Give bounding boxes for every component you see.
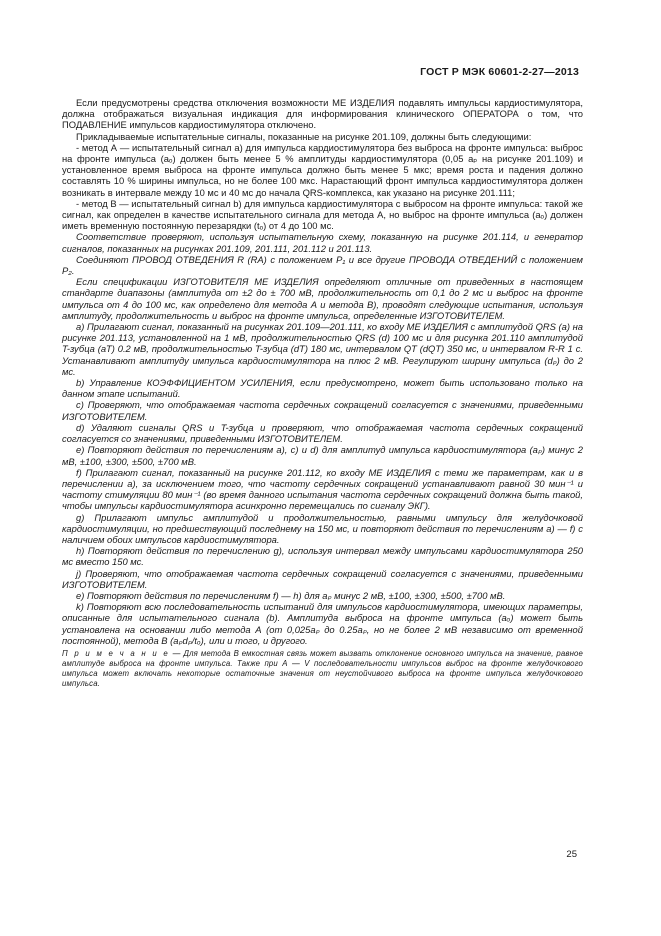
list-item: d) Удаляют сигналы QRS и T-зубца и проверяют, что отображаемая частота сердечных сокращений согласуется со значениями, приведенными ИЗГОТОВИТЕЛЕМ. (62, 421, 583, 445)
list-item: e) Повторяют действия по перечислениям f) — h) для aₚ минус 2 мВ, ±100, ±300, ±500, ±700 мВ. (76, 589, 506, 601)
document-header: ГОСТ Р МЭК 60601-2-27—2013 (420, 66, 579, 78)
note (62, 649, 583, 689)
list-item: g) Прилагают импульс амплитудой и продолжительностью, равными импульсу для желудочковой кардиостимуляции, но предшествующий последнему на 150 мс, и повторяют действия по перечислениям а) — f) с наличием обоих импульсов кардиостимулятора. (62, 511, 583, 545)
paragraph: Соответствие проверяют, используя испытательную схему, показанную на рисунке 201.114, и генератор сигналов, показанных на рисунках 201.109, 201.111, 201.112 и 201.113. (62, 231, 583, 254)
list-item: - метод А — испытательный сигнал а) для импульса кардиостимулятора без выброса на фронте импульса: выброс на фронте импульса (aₒ) должен быть менее 5 % амплитуды кардиостимулятора (0,05 aₚ на рисунке 201.109) и установленное время выброса на фронте импульса должно быть менее 5 мкс; время роста и падения должно составлять 10 % ширины импульса, но не более 100 мкс. Нарастающий фронт импульса кардиостимулятора должен возникать в интервале между 10 мс и 40 мс до начала QRS-комплекса, как указано на рисунке 201.111; (62, 141, 583, 198)
paragraph: Соединяют ПРОВОД ОТВЕДЕНИЯ R (RA) с положением P₁ и все другие ПРОВОДА ОТВЕДЕНИЙ с положением P₂. (62, 253, 583, 277)
list-item: j) Проверяют, что отображаемая частота сердечных сокращений согласуется с значениями, приведенными ИЗГОТОВИТЕЛЕМ. (62, 567, 583, 590)
list-item: e) Повторяют действия по перечислениям а), с) и d) для амплитуд импульса кардиостимулятора (aₚ) минус 2 мВ, ±100, ±300, ±500, ±700 мВ. (62, 444, 583, 467)
list-item: k) Повторяют всю последовательность испытаний для импульсов кардиостимулятора, имеющих параметры, описанные для испытательного сигнала (b). Амплитуда выброса на фронте импульса (aₒ) может быть установлена на основании либо метода А (от 0,025aₚ до 0.25aₚ, но не более 2 мВ независимо от временной постоянной), метода В (aₚdₚ/tₒ), или и того, и другого. (62, 601, 583, 646)
list-item: а) Прилагают сигнал, показанный на рисунках 201.109—201.111, ко входу МЕ ИЗДЕЛИЯ с амплитудой QRS (a) на рисунке 201.113, установленной на 1 мВ, продолжительностью QRS (d) 100 мс и для рисунка 201.110 амплитудой T-зубца (aT) 0.2 мВ, продолжительностью T-зубца (dT) 180 мс, интервалом QT (dQT) 350 мс, и интервалом R-R 1 с. Устанавливают амплитуду импульса кардиостимулятора на плюс 2 мВ. Регулируют ширину импульса (dₚ) до 2 мс. (62, 321, 583, 377)
page-number: 25 (566, 849, 577, 860)
list-item: h) Повторяют действия по перечислению g), используя интервал между импульсами кардиостимулятора 250 мс вместо 150 мс. (62, 545, 583, 568)
document-body (62, 97, 583, 689)
list-item: b) Управление КОЭФФИЦИЕНТОМ УСИЛЕНИЯ, если предусмотрено, может быть использовано только на данном этапе испытаний. (62, 377, 583, 400)
list-item: f) Прилагают сигнал, показанный на рисунке 201.112, ко входу МЕ ИЗДЕЛИЯ с теми же параметрам, как и в перечислении а), за исключением того, что частоту сердечных сокращений устанавливают равной 30 мин⁻¹ и частоту стимуляции 80 мин⁻¹ (во время данного испытания частота сердечных сокращений должна быть такой, чтобы импульсы кардиостимулятора асинхронно перемещались по сигналу ЭКГ). (62, 466, 583, 512)
note-label: П р и м е ч а н и е (62, 648, 170, 658)
list-item: - метод В — испытательный сигнал b) для импульса кардиостимулятора с выбросом на фронте импульса: такой же сигнал, как определен в качестве испытательного сигнала для метода А, но выброс на фронте импульса (aₒ) должен иметь временную постоянную перезарядки (tₒ) от 4 до 100 мс. (62, 197, 583, 232)
note-text: — Для метода В емкостная связь может вызвать отклонение основного импульса на значение, равное амплитуде выброса на фронте импульса. Также при А — V последовательности импульсов выброс на фронте желудочкового импульса может включать некоторые остаточные значения от неустойчивого выброса на фронте импульса желудочкового импульса. (62, 648, 583, 688)
paragraph: Если предусмотрены средства отключения возможности МЕ ИЗДЕЛИЯ подавлять импульсы кардиостимулятора, должна отображаться визуальная индикация для информирования клинического ОПЕРАТОРА о том, что ПОДАВЛЕНИЕ импульсов кардиостимулятора отключено. (62, 97, 583, 131)
paragraph: Если спецификации ИЗГОТОВИТЕЛЯ МЕ ИЗДЕЛИЯ определяют отличные от приведенных в настоящем стандарте диапазоны (амплитуда от ±2 до ± 700 мВ, продолжительность от 0,1 до 2 мс и выброс на фронте импульса от 4 до 100 мс, как определено для метода А и метода В), проводят следующие испытания, используя амплитуду, продолжительность и выброс на фронте импульса, определенные ИЗГОТОВИТЕЛЕМ. (62, 276, 583, 321)
paragraph: Прикладываемые испытательные сигналы, показанные на рисунке 201.109, должны быть следующими: (76, 130, 532, 142)
list-item: c) Проверяют, что отображаемая частота сердечных сокращений согласуется с значениями, приведенными ИЗГОТОВИТЕЛЕМ. (62, 399, 583, 422)
